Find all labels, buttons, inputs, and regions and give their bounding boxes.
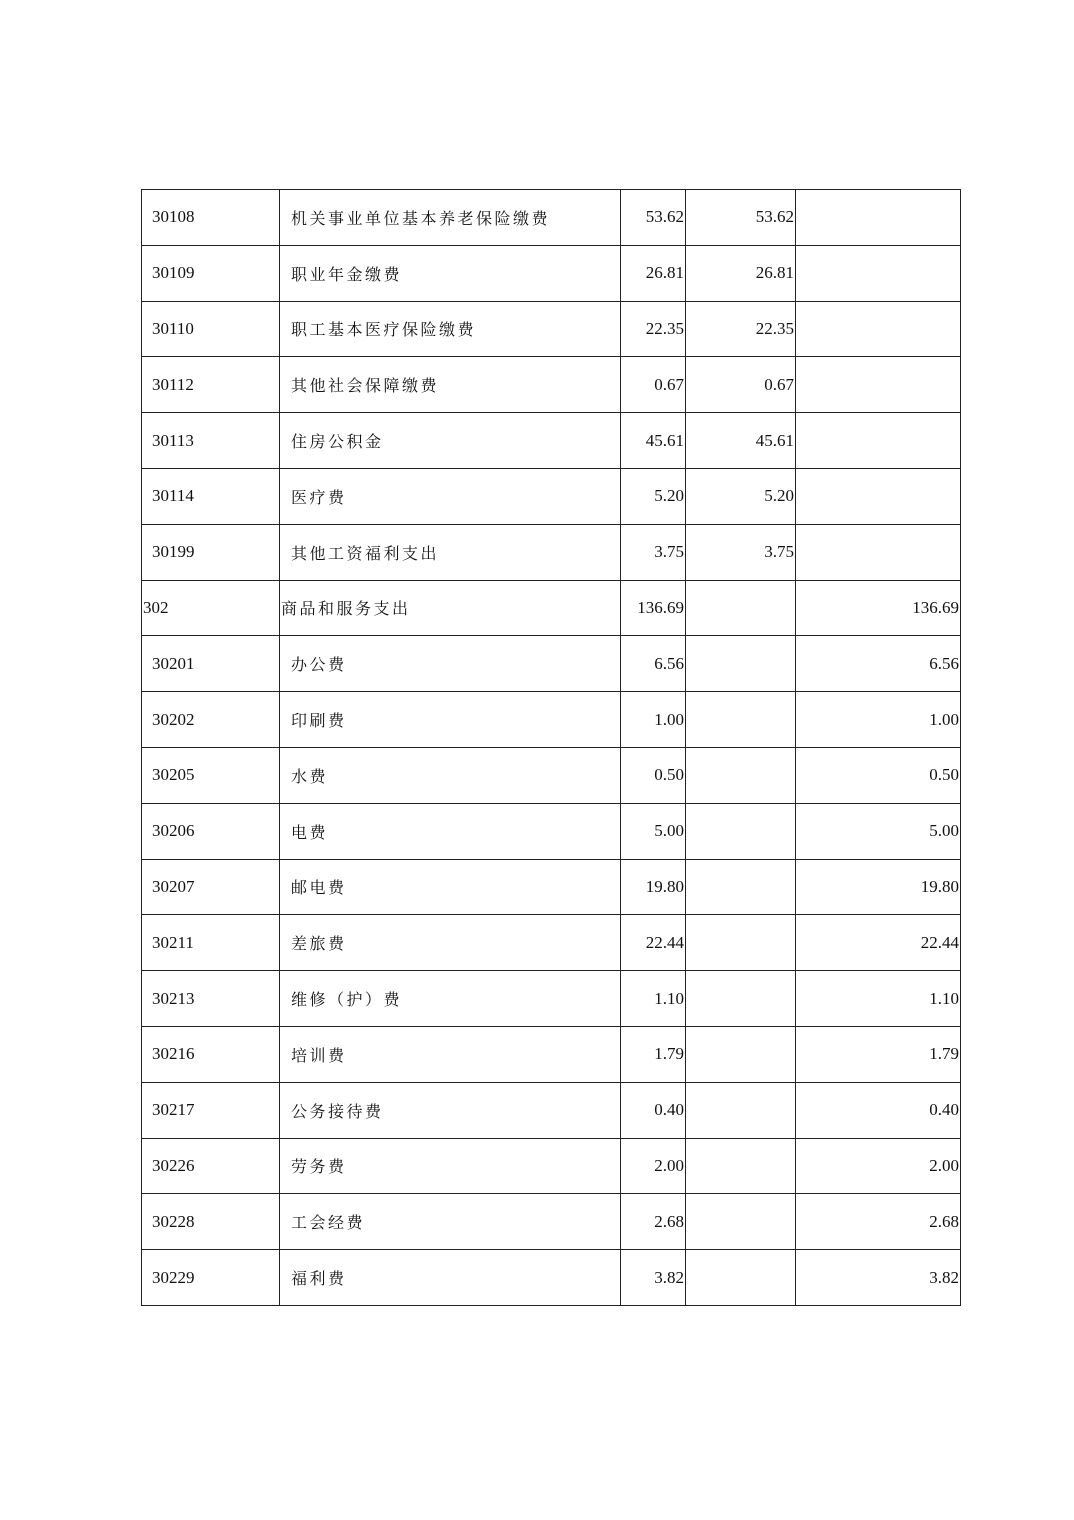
personnel-cell — [686, 580, 796, 636]
code-cell: 30109 — [142, 245, 280, 301]
code-cell: 30207 — [142, 859, 280, 915]
personnel-cell — [686, 859, 796, 915]
total-cell: 3.82 — [621, 1250, 686, 1306]
public-cell: 0.40 — [796, 1082, 961, 1138]
name-cell: 其他工资福利支出 — [280, 524, 621, 580]
name-cell: 劳务费 — [280, 1138, 621, 1194]
table-body — [142, 190, 961, 1306]
public-cell: 136.69 — [796, 580, 961, 636]
name-cell: 印刷费 — [280, 692, 621, 748]
code-cell: 30202 — [142, 692, 280, 748]
public-cell: 3.82 — [796, 1250, 961, 1306]
personnel-cell — [686, 1138, 796, 1194]
code-cell: 30110 — [142, 301, 280, 357]
personnel-cell — [686, 747, 796, 803]
public-cell: 2.68 — [796, 1194, 961, 1250]
name-cell: 公务接待费 — [280, 1082, 621, 1138]
total-cell: 53.62 — [621, 190, 686, 246]
name-cell: 职工基本医疗保险缴费 — [280, 301, 621, 357]
table-row — [142, 580, 961, 636]
personnel-cell — [686, 971, 796, 1027]
total-cell: 2.00 — [621, 1138, 686, 1194]
code-cell: 30206 — [142, 803, 280, 859]
expenditure-table — [141, 189, 961, 1306]
total-cell: 5.20 — [621, 468, 686, 524]
code-cell: 302 — [142, 580, 280, 636]
public-cell — [796, 468, 961, 524]
name-cell: 机关事业单位基本养老保险缴费 — [280, 190, 621, 246]
personnel-cell — [686, 803, 796, 859]
total-cell: 45.61 — [621, 413, 686, 469]
name-cell: 水费 — [280, 747, 621, 803]
name-cell: 商品和服务支出 — [280, 580, 621, 636]
public-cell: 19.80 — [796, 859, 961, 915]
public-cell: 5.00 — [796, 803, 961, 859]
name-cell: 维修（护）费 — [280, 971, 621, 1027]
code-cell: 30112 — [142, 357, 280, 413]
code-cell: 30199 — [142, 524, 280, 580]
table-row — [142, 692, 961, 748]
code-cell: 30205 — [142, 747, 280, 803]
public-cell: 1.00 — [796, 692, 961, 748]
total-cell: 6.56 — [621, 636, 686, 692]
personnel-cell — [686, 1026, 796, 1082]
table-row — [142, 1082, 961, 1138]
personnel-cell — [686, 915, 796, 971]
public-cell: 2.00 — [796, 1138, 961, 1194]
personnel-cell: 22.35 — [686, 301, 796, 357]
personnel-cell — [686, 1082, 796, 1138]
total-cell: 0.40 — [621, 1082, 686, 1138]
public-cell — [796, 245, 961, 301]
table-row — [142, 915, 961, 971]
name-cell: 差旅费 — [280, 915, 621, 971]
personnel-cell — [686, 692, 796, 748]
total-cell: 1.00 — [621, 692, 686, 748]
table-row — [142, 636, 961, 692]
code-cell: 30113 — [142, 413, 280, 469]
table-row — [142, 859, 961, 915]
personnel-cell: 53.62 — [686, 190, 796, 246]
total-cell: 19.80 — [621, 859, 686, 915]
public-cell: 0.50 — [796, 747, 961, 803]
table-row — [142, 357, 961, 413]
public-cell: 6.56 — [796, 636, 961, 692]
total-cell: 1.10 — [621, 971, 686, 1027]
name-cell: 福利费 — [280, 1250, 621, 1306]
personnel-cell — [686, 1250, 796, 1306]
table-row — [142, 468, 961, 524]
personnel-cell — [686, 1194, 796, 1250]
total-cell: 22.44 — [621, 915, 686, 971]
total-cell: 3.75 — [621, 524, 686, 580]
code-cell: 30201 — [142, 636, 280, 692]
name-cell: 职业年金缴费 — [280, 245, 621, 301]
total-cell: 1.79 — [621, 1026, 686, 1082]
table-row — [142, 1026, 961, 1082]
name-cell: 医疗费 — [280, 468, 621, 524]
public-cell — [796, 301, 961, 357]
table-row — [142, 1250, 961, 1306]
total-cell: 5.00 — [621, 803, 686, 859]
code-cell: 30114 — [142, 468, 280, 524]
personnel-cell: 5.20 — [686, 468, 796, 524]
public-cell — [796, 413, 961, 469]
personnel-cell: 45.61 — [686, 413, 796, 469]
table-row — [142, 413, 961, 469]
public-cell: 1.10 — [796, 971, 961, 1027]
code-cell: 30213 — [142, 971, 280, 1027]
table-row — [142, 1138, 961, 1194]
name-cell: 工会经费 — [280, 1194, 621, 1250]
personnel-cell — [686, 636, 796, 692]
code-cell: 30217 — [142, 1082, 280, 1138]
total-cell: 26.81 — [621, 245, 686, 301]
public-cell: 22.44 — [796, 915, 961, 971]
code-cell: 30226 — [142, 1138, 280, 1194]
name-cell: 办公费 — [280, 636, 621, 692]
name-cell: 邮电费 — [280, 859, 621, 915]
code-cell: 30108 — [142, 190, 280, 246]
total-cell: 2.68 — [621, 1194, 686, 1250]
code-cell: 30211 — [142, 915, 280, 971]
total-cell: 136.69 — [621, 580, 686, 636]
personnel-cell: 0.67 — [686, 357, 796, 413]
table-row — [142, 971, 961, 1027]
table-row — [142, 301, 961, 357]
name-cell: 其他社会保障缴费 — [280, 357, 621, 413]
code-cell: 30228 — [142, 1194, 280, 1250]
table-row — [142, 524, 961, 580]
public-cell — [796, 524, 961, 580]
personnel-cell: 3.75 — [686, 524, 796, 580]
total-cell: 0.67 — [621, 357, 686, 413]
table-row — [142, 1194, 961, 1250]
total-cell: 0.50 — [621, 747, 686, 803]
public-cell — [796, 357, 961, 413]
name-cell: 电费 — [280, 803, 621, 859]
name-cell: 培训费 — [280, 1026, 621, 1082]
table-row — [142, 803, 961, 859]
code-cell: 30216 — [142, 1026, 280, 1082]
table-row — [142, 747, 961, 803]
personnel-cell: 26.81 — [686, 245, 796, 301]
code-cell: 30229 — [142, 1250, 280, 1306]
table-row — [142, 190, 961, 246]
public-cell — [796, 190, 961, 246]
total-cell: 22.35 — [621, 301, 686, 357]
public-cell: 1.79 — [796, 1026, 961, 1082]
table-row — [142, 245, 961, 301]
name-cell: 住房公积金 — [280, 413, 621, 469]
